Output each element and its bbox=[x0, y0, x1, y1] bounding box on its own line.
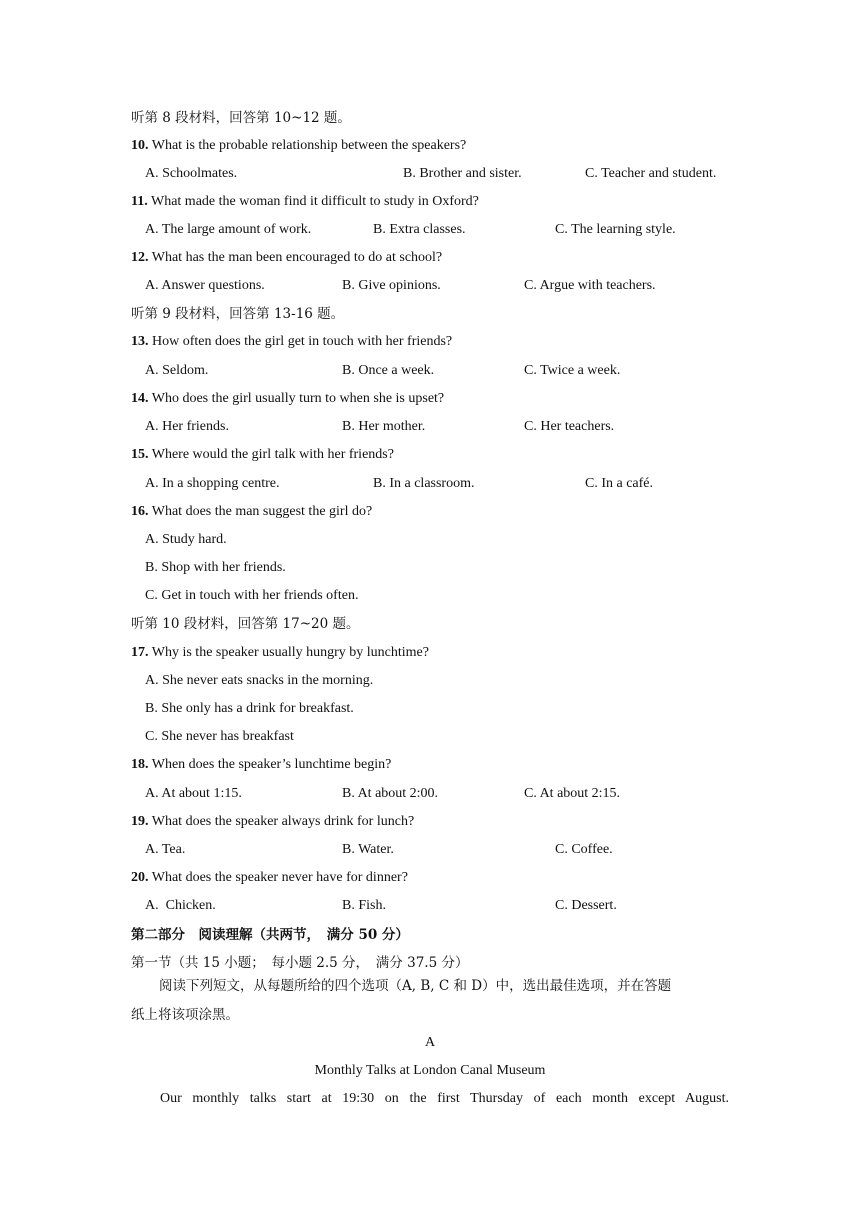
question-20 bbox=[0, 868, 860, 888]
option-b[interactable]: B. She only has a drink for breakfast. bbox=[145, 701, 354, 716]
question-14 bbox=[0, 389, 860, 409]
question-number: 15. bbox=[131, 447, 149, 462]
part-heading: 第二部分 阅读理解（共两节， 满分 50 分） bbox=[131, 927, 409, 943]
option-b[interactable]: B. Shop with her friends. bbox=[145, 560, 286, 575]
section-instruction: 听第 10 段材料，回答第 17~20 题。 bbox=[131, 616, 360, 632]
option-a[interactable]: A. Answer questions. bbox=[145, 278, 265, 293]
question-text: Why is the speaker usually hungry by lunchtime? bbox=[148, 645, 429, 660]
question-number: 11. bbox=[131, 194, 148, 209]
option-c[interactable]: C. The learning style. bbox=[555, 222, 676, 237]
options-10 bbox=[0, 164, 860, 184]
option-a[interactable]: A. Tea. bbox=[145, 842, 186, 857]
options-20 bbox=[0, 896, 860, 916]
question-number: 19. bbox=[131, 814, 149, 829]
option-a-row bbox=[0, 530, 860, 550]
instruction-line: 阅读下列短文，从每题所给的四个选项（A, B, C 和 D）中，选出最佳选项，并在答题 bbox=[159, 978, 672, 994]
option-a[interactable]: A. She never eats snacks in the morning. bbox=[145, 673, 374, 688]
options-15 bbox=[0, 474, 860, 494]
question-text: What is the probable relationship between the speakers? bbox=[148, 138, 467, 153]
option-b[interactable]: B. At about 2:00. bbox=[342, 786, 439, 801]
question-16 bbox=[0, 502, 860, 522]
passage-text: Our monthly talks start at 19:30 on the first Thursday of each month except August. bbox=[160, 1091, 729, 1106]
question-17 bbox=[0, 643, 860, 663]
question-12 bbox=[0, 248, 860, 268]
question-number: 14. bbox=[131, 391, 149, 406]
question-number: 16. bbox=[131, 504, 149, 519]
question-15 bbox=[0, 445, 860, 465]
option-c[interactable]: C. Get in touch with her friends often. bbox=[145, 588, 359, 603]
option-a-row bbox=[0, 671, 860, 691]
options-18 bbox=[0, 784, 860, 804]
options-19 bbox=[0, 840, 860, 860]
question-text: What does the speaker always drink for lunch? bbox=[148, 814, 415, 829]
option-c[interactable]: C. At about 2:15. bbox=[524, 786, 621, 801]
options-14 bbox=[0, 417, 860, 437]
option-b[interactable]: B. Once a week. bbox=[342, 363, 435, 378]
question-number: 17. bbox=[131, 645, 149, 660]
passage-title: Monthly Talks at London Canal Museum bbox=[314, 1063, 546, 1078]
option-c[interactable]: C. In a café. bbox=[585, 476, 654, 491]
question-number: 20. bbox=[131, 870, 149, 885]
option-a[interactable]: A. Her friends. bbox=[145, 419, 229, 434]
question-number: 18. bbox=[131, 757, 149, 772]
option-b[interactable]: B. Fish. bbox=[342, 898, 386, 913]
question-text: What has the man been encouraged to do at school? bbox=[148, 250, 443, 265]
section-instruction: 听第 9 段材料，回答第 13-16 题。 bbox=[131, 306, 345, 322]
option-c[interactable]: C. Teacher and student. bbox=[585, 166, 717, 181]
question-number: 10. bbox=[131, 138, 149, 153]
question-text: Who does the girl usually turn to when she is upset? bbox=[148, 391, 445, 406]
option-b-row bbox=[0, 699, 860, 719]
option-b[interactable]: B. Brother and sister. bbox=[403, 166, 522, 181]
question-13 bbox=[0, 332, 860, 352]
options-12 bbox=[0, 276, 860, 296]
question-11 bbox=[0, 192, 860, 212]
option-b[interactable]: B. Water. bbox=[342, 842, 394, 857]
question-number: 12. bbox=[131, 250, 149, 265]
option-b[interactable]: B. In a classroom. bbox=[373, 476, 475, 491]
option-b-row bbox=[0, 558, 860, 578]
option-c[interactable]: C. Argue with teachers. bbox=[524, 278, 656, 293]
option-c[interactable]: C. She never has breakfast bbox=[145, 729, 294, 744]
section-instruction: 听第 8 段材料，回答第 10~12 题。 bbox=[131, 110, 351, 126]
section-heading: 第一节（共 15 小题； 每小题 2.5 分， 满分 37.5 分） bbox=[131, 955, 469, 971]
passage-letter: A bbox=[424, 1035, 436, 1050]
option-c[interactable]: C. Dessert. bbox=[555, 898, 617, 913]
option-c-row bbox=[0, 586, 860, 606]
option-a[interactable]: A. Schoolmates. bbox=[145, 166, 238, 181]
options-13 bbox=[0, 361, 860, 381]
option-c[interactable]: C. Coffee. bbox=[555, 842, 613, 857]
option-a[interactable]: A. Chicken. bbox=[145, 898, 216, 913]
question-text: What does the speaker never have for dinner? bbox=[148, 870, 408, 885]
option-a[interactable]: A. Seldom. bbox=[145, 363, 209, 378]
option-c[interactable]: C. Twice a week. bbox=[524, 363, 621, 378]
question-text: What does the man suggest the girl do? bbox=[148, 504, 373, 519]
option-c[interactable]: C. Her teachers. bbox=[524, 419, 615, 434]
question-text: What made the woman find it difficult to study in Oxford? bbox=[147, 194, 479, 209]
question-18 bbox=[0, 755, 860, 775]
question-text: How often does the girl get in touch with her friends? bbox=[148, 334, 453, 349]
question-number: 13. bbox=[131, 334, 149, 349]
option-b[interactable]: B. Extra classes. bbox=[373, 222, 466, 237]
question-19 bbox=[0, 812, 860, 832]
question-text: When does the speaker’s lunchtime begin? bbox=[148, 757, 392, 772]
option-a[interactable]: A. Study hard. bbox=[145, 532, 227, 547]
option-b[interactable]: B. Her mother. bbox=[342, 419, 426, 434]
options-11 bbox=[0, 220, 860, 240]
instruction-line: 纸上将该项涂黑。 bbox=[131, 1007, 239, 1023]
question-10 bbox=[0, 136, 860, 156]
option-c-row bbox=[0, 727, 860, 747]
option-a[interactable]: A. In a shopping centre. bbox=[145, 476, 280, 491]
question-text: Where would the girl talk with her friends? bbox=[148, 447, 394, 462]
option-a[interactable]: A. The large amount of work. bbox=[145, 222, 312, 237]
option-a[interactable]: A. At about 1:15. bbox=[145, 786, 242, 801]
option-b[interactable]: B. Give opinions. bbox=[342, 278, 441, 293]
